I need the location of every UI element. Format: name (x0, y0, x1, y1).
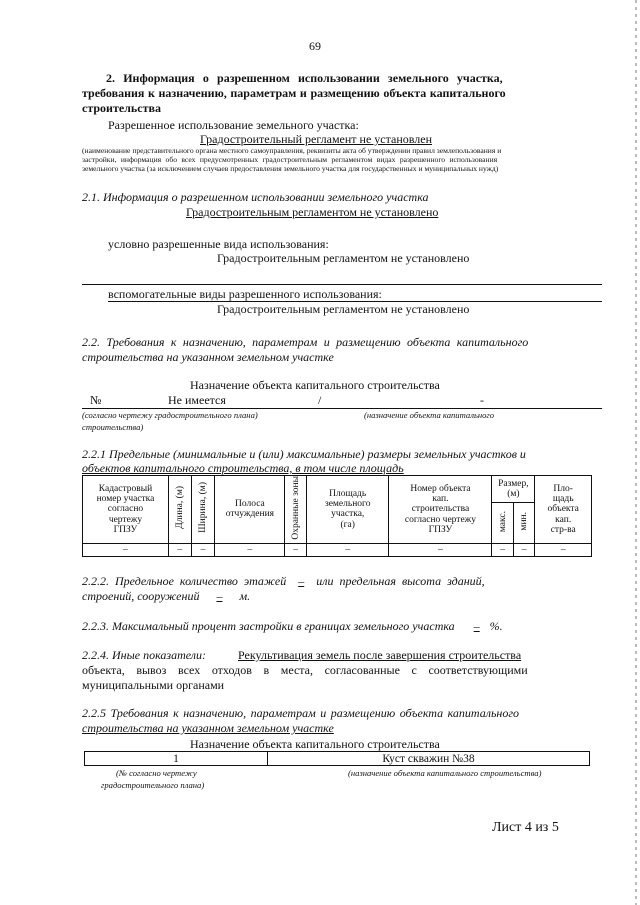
s2-2-5-note-right: (назначение объекта капитального строительства) (348, 768, 542, 778)
s2-2-2-line2-end: м. (239, 589, 251, 603)
permitted-use-note-line3: земельного участка (за исключением случаев предоставления земельного участка для государственных и муниципальных нужд) (82, 164, 499, 173)
header-size: Размер, (м) (492, 476, 535, 503)
table-cell: – (191, 543, 215, 556)
permitted-use-label: Разрешенное использование земельного участка: (108, 118, 359, 132)
s2-2-5-title-line2: строительства на указанном земельном участке (82, 721, 334, 735)
s2-2-3-suffix: %. (489, 619, 503, 633)
s2-2-2-line1-end: или предельная высота зданий, (316, 574, 485, 588)
s2-2-title-line1: 2.2. Требования к назначению, параметрам и размещению объекта капитального (82, 335, 529, 349)
s2-2-5-purpose-cell: Куст скважин №38 (268, 752, 590, 766)
page-number: 69 (309, 39, 321, 53)
sheet-number: Лист 4 из 5 (492, 820, 559, 835)
binder-edge (635, 0, 637, 905)
table-cell: – (285, 543, 306, 556)
s2-2-4-text-line2: объекта, вывоз всех отходов в места, согласованные с соответствующими (82, 663, 528, 677)
header-protected-zones: Охранные зоны (285, 476, 306, 544)
s2-2-5-title-line1: 2.2.5 Требования к назначению, параметрам и размещению объекта капитального (82, 706, 520, 720)
header-size-max: макс. (492, 503, 513, 544)
coverage-blank: – (473, 619, 480, 633)
s2-2-4-text-line1: Рекультивация земель после завершения строительства (238, 648, 522, 662)
s2-2-3-text: 2.2.3. Максимальный процент застройки в границах земельного участка (82, 619, 455, 633)
table-row (83, 543, 592, 556)
s2-2-number-sign: № (90, 393, 102, 407)
s2-2-2-line1 (82, 574, 485, 589)
table-cell: – (513, 543, 534, 556)
table-cell: – (83, 543, 169, 556)
s2-2-underline (82, 408, 602, 409)
header-size-min: мин. (513, 503, 534, 544)
s2-2-2-line2-start: строений, сооружений (82, 589, 200, 603)
header-length: Длина, (м) (168, 476, 191, 544)
table-row (85, 752, 590, 766)
section2-heading-line1: 2. Информация о разрешенном использовании земельного участка, (106, 71, 503, 85)
table-cell: – (168, 543, 191, 556)
s2-2-slash: / (318, 393, 322, 407)
s2-2-5-table (84, 751, 590, 766)
section2-heading-line3: строительства (82, 101, 161, 115)
table-cell: – (389, 543, 492, 556)
conditional-use-label: условно разрешенные вида использования: (108, 237, 329, 251)
s2-2-dash: - (480, 393, 484, 407)
permitted-use-note-line2: застройки, информация обо всех предусмотренных градостроительным регламентом видах разрешенного использования (82, 155, 498, 164)
s2-2-3-line (82, 619, 503, 634)
height-blank: – (216, 589, 223, 603)
table-cell: – (535, 543, 592, 556)
s2-1-title: 2.1. Информация о разрешенном использовании земельного участка (82, 190, 429, 204)
table-cell: – (492, 543, 513, 556)
header-area: Площадь земельного участка, (га) (306, 476, 389, 544)
permitted-use-value: Градостроительный регламент не установлен (200, 132, 432, 146)
auxiliary-use-value: Градостроительным регламентом не установлено (217, 302, 470, 316)
s2-2-title-line2: строительства на указанном земельном участке (82, 350, 334, 364)
section2-heading-line2: требования к назначению, параметрам и размещению объекта капитального (82, 86, 506, 100)
s2-2-1-title-line2: объектов капитального строительства, в том числе площадь (82, 461, 404, 475)
table-cell: – (215, 543, 285, 556)
header-band: Полоса отчуждения (215, 476, 285, 544)
header-object-area: Пло- щадь объекта кап. стр-ва (535, 476, 592, 544)
s2-2-note-left-line2: строительства) (82, 422, 144, 432)
s2-2-number-value: Не имеется (168, 393, 226, 407)
s2-2-5-number-cell: 1 (85, 752, 268, 766)
s2-2-5-note-left-line1: (№ согласно чертежу (116, 768, 197, 778)
separator-line (82, 284, 602, 285)
table-cell: – (306, 543, 389, 556)
auxiliary-use-label: вспомогательные виды разрешенного использования: (108, 287, 382, 301)
s2-2-1-title-line1: 2.2.1 Предельные (минимальные и (или) максимальные) размеры земельных участков и (82, 447, 526, 461)
s2-1-main-value: Градостроительным регламентом не установлено (186, 205, 439, 219)
parameters-table (82, 475, 592, 557)
permitted-use-note-line1: (наименование представительного органа местного самоуправления, реквизиты акта об утверждении правил землепользования и (82, 146, 502, 155)
s2-2-4-text-line3: муниципальными органами (82, 678, 225, 692)
s2-2-2-line1-start: 2.2.2. Предельное количество этажей (82, 574, 287, 588)
s2-2-5-note-left-line2: градостроительного плана) (101, 780, 205, 790)
s2-2-4-label: 2.2.4. Иные показатели: (82, 648, 206, 662)
s2-2-5-purpose-label: Назначение объекта капитального строительства (190, 737, 440, 751)
table-header-row (83, 476, 592, 503)
conditional-use-value: Градостроительным регламентом не установлено (217, 251, 470, 265)
s2-2-note-right: (назначение объекта капитального (364, 410, 495, 420)
s2-2-2-line2 (82, 589, 250, 604)
floors-blank: – (298, 574, 305, 588)
s2-2-note-left-line1: (согласно чертежу градостроительного плана) (82, 410, 258, 420)
header-cadastral: Кадастровый номер участка согласно чертежу ГПЗУ (83, 476, 169, 544)
header-object-number: Номер объекта кап. строительства согласно чертежу ГПЗУ (389, 476, 492, 544)
s2-2-purpose-label: Назначение объекта капитального строительства (190, 378, 440, 392)
header-width: Ширина, (м) (191, 476, 215, 544)
